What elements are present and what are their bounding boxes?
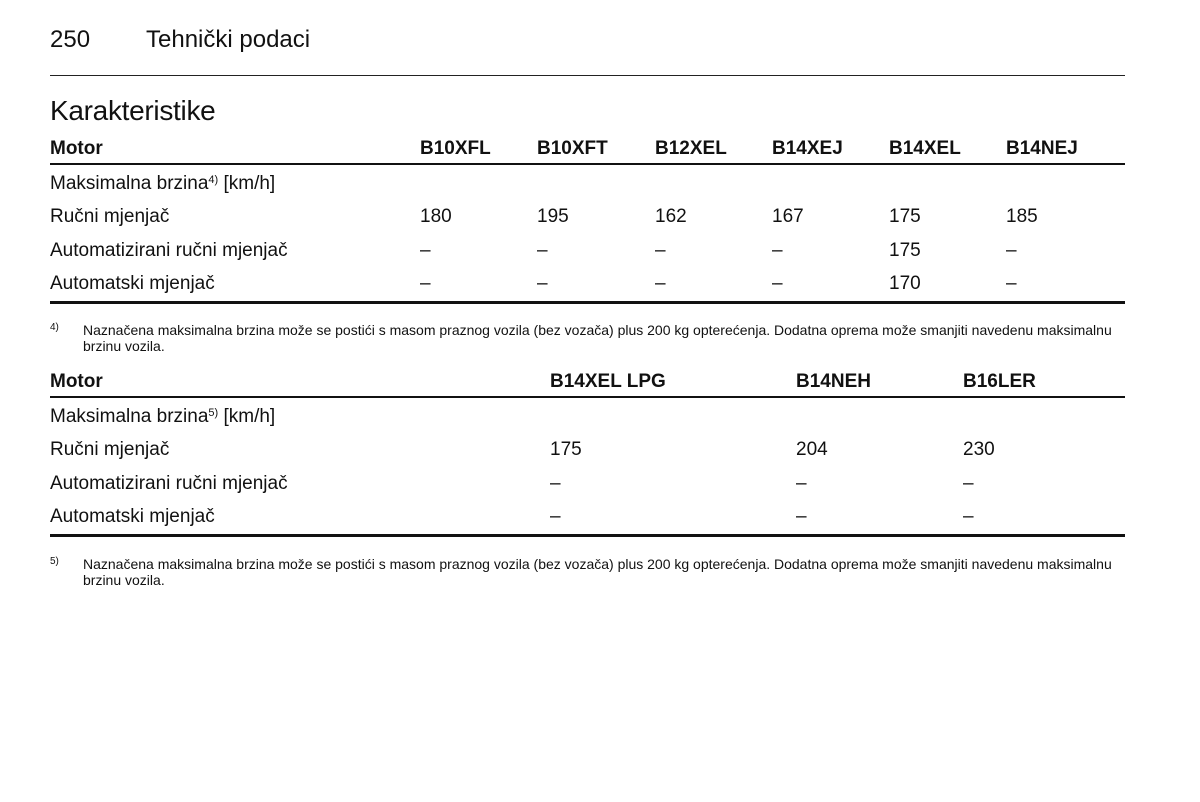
column-header: B14XEL xyxy=(889,134,1006,164)
table-cell: 230 xyxy=(963,439,995,461)
table-cell: – xyxy=(420,268,537,303)
column-header: B14NEH xyxy=(796,367,963,397)
table-cell: 185 xyxy=(1006,206,1038,228)
footnote-mark: 5) xyxy=(50,556,59,567)
column-header: Motor xyxy=(50,367,550,397)
table-cell: 195 xyxy=(537,206,569,228)
table-cell: 162 xyxy=(655,206,687,228)
table-cell: – xyxy=(772,268,889,303)
column-header: B12XEL xyxy=(655,134,772,164)
footnote-text: Naznačena maksimalna brzina može se postići s masom praznog vozila (bez vozača) plus 200 kg opterećenja. Dodatna oprema može smanjiti navedenu maksimalnu brzinu vozila. xyxy=(83,556,1112,588)
table-cell: – xyxy=(550,501,796,536)
column-header: Motor xyxy=(50,134,420,164)
footnote-text: Naznačena maksimalna brzina može se postići s masom praznog vozila (bez vozača) plus 200 kg opterećenja. Dodatna oprema može smanjiti navedenu maksimalnu brzinu vozila. xyxy=(83,322,1112,354)
table-row xyxy=(50,434,1125,468)
table-cell: – xyxy=(963,472,974,494)
table-cell: 167 xyxy=(772,206,804,228)
section-title: Karakteristike xyxy=(50,95,216,126)
table-row xyxy=(50,268,1125,303)
table-cell: – xyxy=(420,239,431,261)
table-cell: 175 xyxy=(889,206,921,228)
table-cell: – xyxy=(963,501,1125,536)
footnote-reference: 4) xyxy=(208,173,219,186)
table-row xyxy=(50,467,1125,501)
table-row xyxy=(50,201,1125,235)
table-cell: – xyxy=(796,472,807,494)
column-header: B16LER xyxy=(963,367,1125,397)
footnote-reference: 5) xyxy=(208,406,219,419)
unit-label: [km/h] xyxy=(218,172,276,194)
table-cell: 180 xyxy=(420,206,452,228)
column-header: B14XEJ xyxy=(772,134,889,164)
row-label: Automatizirani ručni mjenjač xyxy=(50,239,288,261)
row-label: Automatski mjenjač xyxy=(50,268,420,303)
row-label: Automatski mjenjač xyxy=(50,501,550,536)
row-label: Ručni mjenjač xyxy=(50,439,170,461)
page-title: Tehnički podaci xyxy=(146,26,311,53)
table-cell: 170 xyxy=(889,268,1006,303)
footnote-5 xyxy=(50,556,1125,588)
table-row xyxy=(50,164,1125,201)
speed-table-2 xyxy=(50,367,1125,537)
table-cell: – xyxy=(655,239,666,261)
unit-label: [km/h] xyxy=(218,405,276,427)
table-cell: – xyxy=(1006,239,1017,261)
table-cell: – xyxy=(537,239,548,261)
table-cell: 175 xyxy=(889,239,921,261)
table-row xyxy=(50,501,1125,536)
row-label: Ručni mjenjač xyxy=(50,206,170,228)
footnote-mark: 4) xyxy=(50,322,59,333)
max-speed-label-cell xyxy=(50,164,1125,201)
table-row xyxy=(50,234,1125,268)
page-number: 250 xyxy=(50,26,91,53)
table-cell: – xyxy=(537,268,655,303)
table-cell: – xyxy=(550,472,561,494)
table-header-row xyxy=(50,134,1125,164)
table-header-row xyxy=(50,367,1125,397)
column-header: B10XFL xyxy=(420,134,537,164)
header-divider xyxy=(50,75,1125,76)
table-cell: 175 xyxy=(550,439,582,461)
column-header: B14NEJ xyxy=(1006,134,1125,164)
table-row xyxy=(50,397,1125,434)
table-cell: – xyxy=(772,239,783,261)
max-speed-label: Maksimalna brzina xyxy=(50,172,209,194)
max-speed-label: Maksimalna brzina xyxy=(50,405,209,427)
footnote-4 xyxy=(50,322,1125,354)
table-cell: – xyxy=(1006,268,1125,303)
column-header: B10XFT xyxy=(537,134,655,164)
table-cell: – xyxy=(655,268,772,303)
max-speed-label-cell xyxy=(50,397,1125,434)
speed-table-1 xyxy=(50,134,1125,304)
column-header: B14XEL LPG xyxy=(550,367,796,397)
row-label: Automatizirani ručni mjenjač xyxy=(50,472,288,494)
table-cell: – xyxy=(796,501,963,536)
page-header xyxy=(50,24,310,56)
table-cell: 204 xyxy=(796,439,828,461)
